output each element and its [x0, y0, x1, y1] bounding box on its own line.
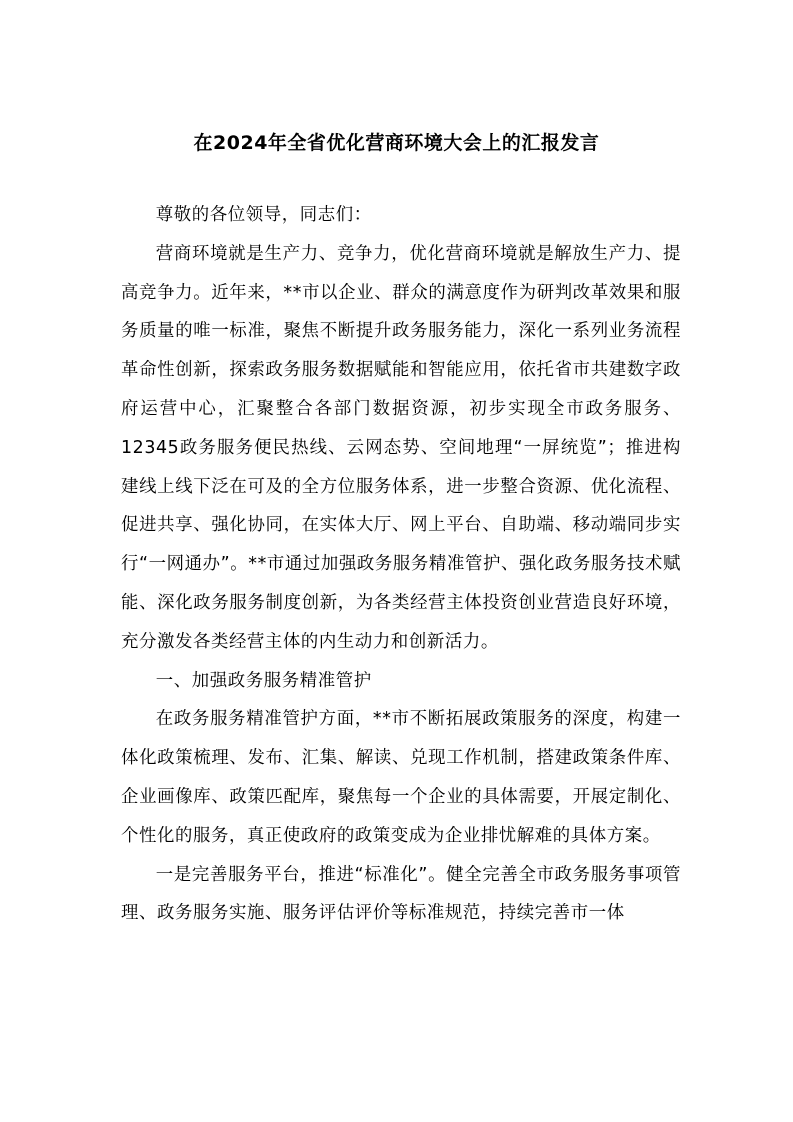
section-paragraph: 在政务服务精准管护方面，**市不断拓展政策服务的深度，构建一体化政策梳理、发布、汇集、解读、兑现工作机制，搭建政策条件库、企业画像库、政策匹配库，聚焦每一个企业的具体需要，开展定制化、个性化的服务，真正使政府的政策变成为企业排忧解难的具体方案。	[121, 709, 681, 846]
document-body	[121, 196, 681, 933]
salutation-paragraph: 尊敬的各位领导，同志们：	[155, 205, 372, 225]
section-heading: 一、加强政务服务精准管护	[155, 670, 372, 691]
intro-paragraph: 营商环境就是生产力、竞争力，优化营商环境就是解放生产力、提高竞争力。近年来，**市以企业、群众的满意度作为研判改革效果和服务质量的唯一标准，聚焦不断提升政务服务能力，深化一系列业务流程革命性创新，探索政务服务数据赋能和智能应用，依托省市共建数字政府运营中心，汇聚整合各部门数据资源，初步实现全市政务服务、12345政务服务便民热线、云网态势、空间地理“一屏统览”；推进构建线上线下泛在可及的全方位服务体系，进一步整合资源、优化流程、促进共享、强化协同，在实体大厅、网上平台、自助端、移动端同步实行“一网通办”。**市通过加强政务服务精准管护、强化政务服务技术赋能、深化政务服务制度创新，为各类经营主体投资创业营造良好环境，充分激发各类经营主体的内生动力和创新活力。	[121, 243, 681, 652]
point-paragraph: 一是完善服务平台，推进“标准化”。健全完善全市政务服务事项管理、政务服务实施、服务评估评价等标准规范，持续完善市一体	[121, 864, 681, 924]
document-title: 在2024年全省优化营商环境大会上的汇报发言	[193, 132, 600, 154]
